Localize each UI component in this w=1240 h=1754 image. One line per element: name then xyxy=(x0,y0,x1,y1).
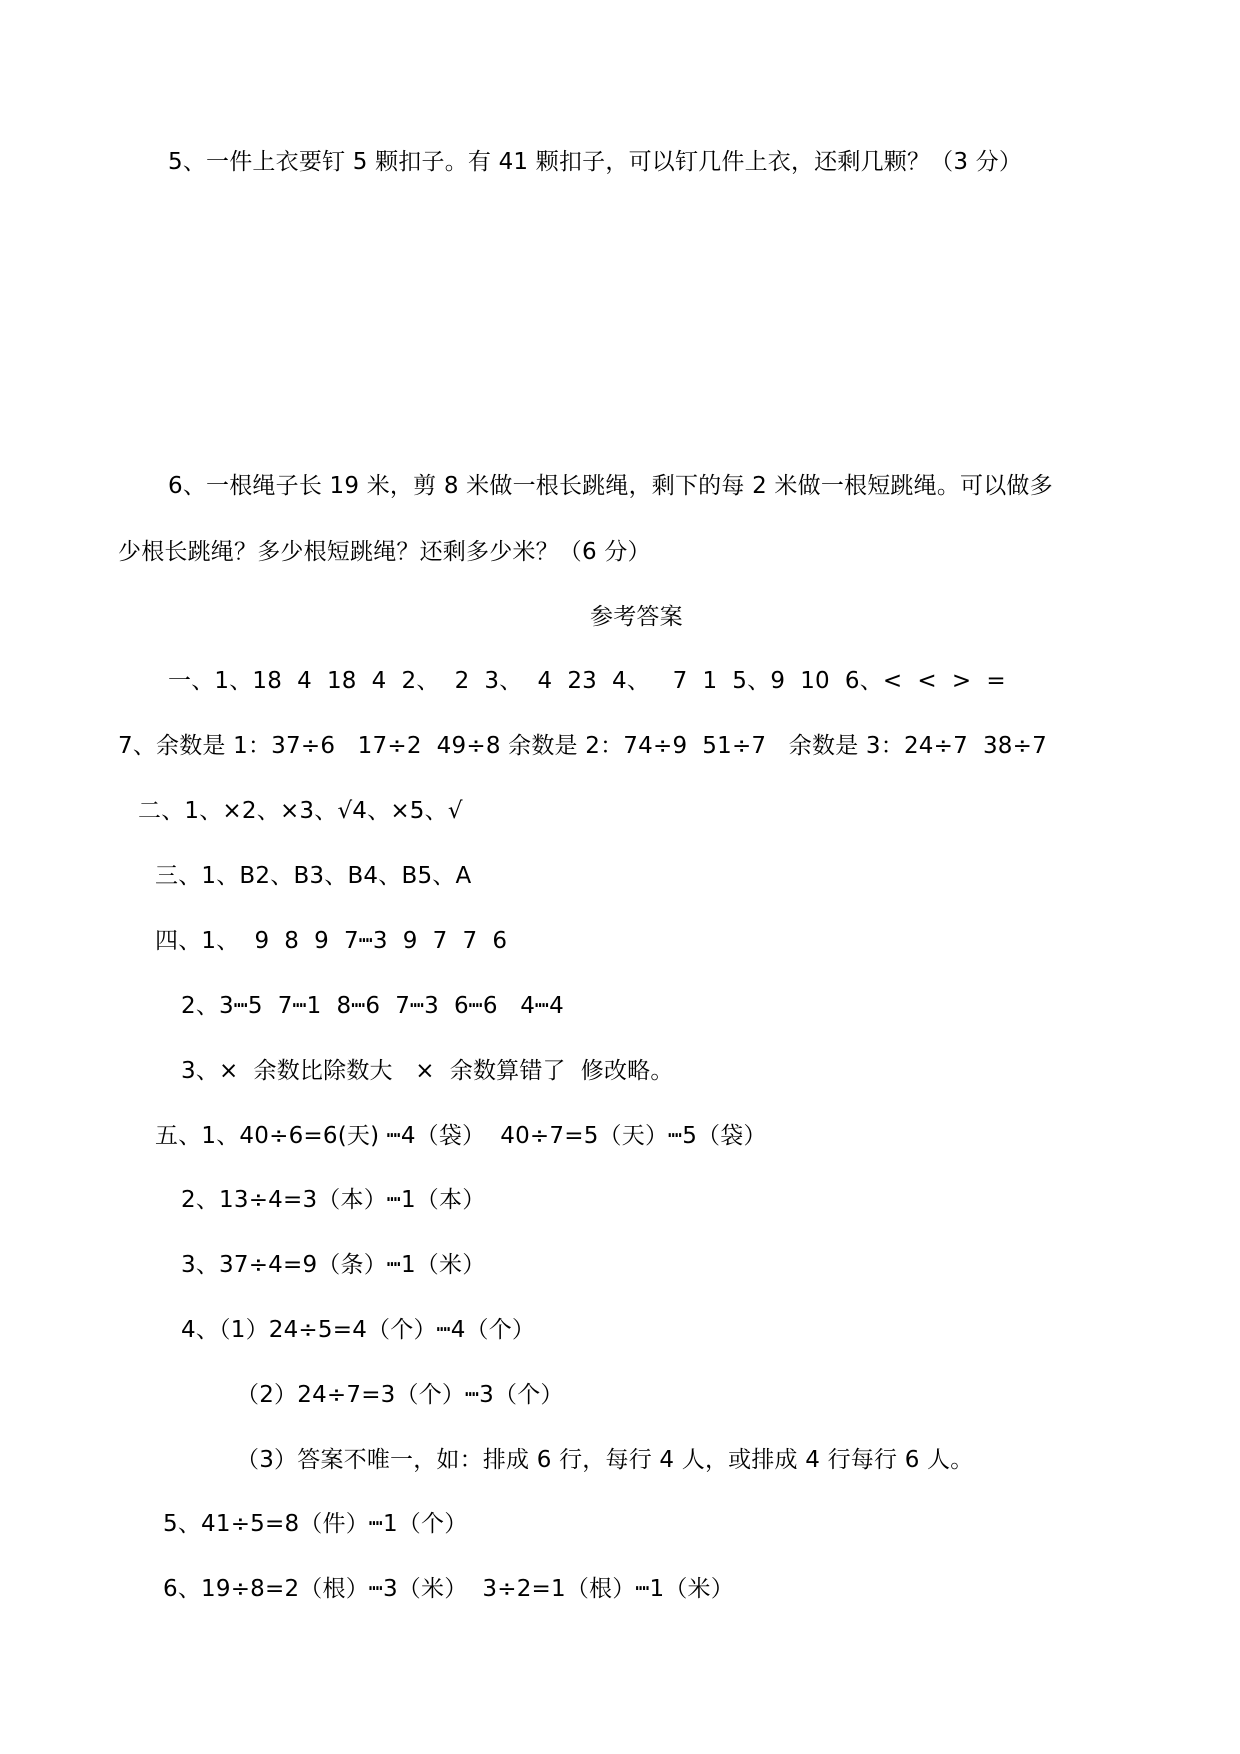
question-6-line-1: 6、一根绳子长 19 米，剪 8 米做一根长跳绳，剩下的每 2 米做一根短跳绳。可以做多 xyxy=(168,473,1053,499)
answer-line: 2、13÷4=3（本）┉1（本） xyxy=(181,1187,486,1213)
answer-line: 5、41÷5=8（件）┉1（个） xyxy=(163,1511,468,1537)
answer-line: 4、（1）24÷5=4（个）┉4（个） xyxy=(181,1317,536,1343)
answer-line: 3、37÷4=9（条）┉1（米） xyxy=(181,1252,486,1278)
answer-line: 一、1、18 4 18 4 2、 2 3、 4 23 4、 7 1 5、9 10 6、< < > = xyxy=(168,668,1006,694)
answers-title: 参考答案 xyxy=(590,604,683,630)
question-5: 5、一件上衣要钉 5 颗扣子。有 41 颗扣子，可以钉几件上衣，还剩几颗？（3 分） xyxy=(168,149,1023,175)
answer-line: （2）24÷7=3（个）┉3（个） xyxy=(236,1382,564,1408)
question-6-line-2: 少根长跳绳？多少根短跳绳？还剩多少米？（6 分） xyxy=(118,539,651,565)
answer-line: 6、19÷8=2（根）┉3（米） 3÷2=1（根）┉1（米） xyxy=(163,1576,734,1602)
answer-line: 三、1、B2、B3、B4、B5、A xyxy=(155,863,472,889)
answer-line: 五、1、40÷6=6(天) ┉4（袋） 40÷7=5（天）┉5（袋） xyxy=(155,1123,767,1149)
answer-line: 7、余数是 1：37÷6 17÷2 49÷8 余数是 2：74÷9 51÷7 余数是 3：24÷7 38÷7 xyxy=(118,733,1047,759)
answer-line: 二、1、×2、×3、√4、×5、√ xyxy=(138,798,463,824)
answer-line: 3、× 余数比除数大 × 余数算错了 修改略。 xyxy=(181,1058,674,1084)
answer-line: 2、3┉5 7┉1 8┉6 7┉3 6┉6 4┉4 xyxy=(181,993,564,1019)
answer-line: （3）答案不唯一，如：排成 6 行，每行 4 人，或排成 4 行每行 6 人。 xyxy=(236,1447,974,1473)
answer-line: 四、1、 9 8 9 7┉3 9 7 7 6 xyxy=(155,928,508,954)
